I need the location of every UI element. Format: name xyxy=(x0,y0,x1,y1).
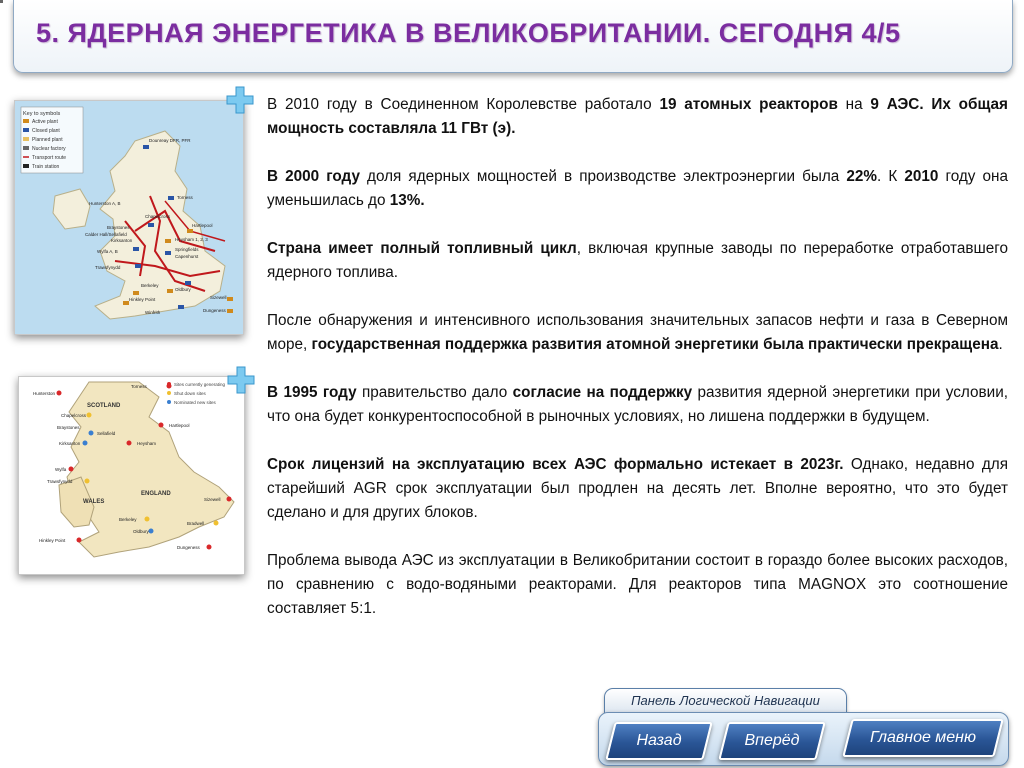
map-label: Heysham 1, 2, 3 xyxy=(175,237,208,242)
map-label: Trawsfynydd xyxy=(95,265,121,270)
back-button[interactable] xyxy=(605,722,712,760)
map-label: Hartlepool xyxy=(192,223,213,228)
page-title: 5. ЯДЕРНАЯ ЭНЕРГЕТИКА В ВЕЛИКОБРИТАНИИ. СЕГОДНЯ 4/5 xyxy=(36,18,901,48)
back-button-label: Назад xyxy=(636,732,682,749)
map-label: Wylfa xyxy=(55,467,67,472)
map-label: Chapelcross xyxy=(145,214,171,219)
expand-plus-icon[interactable] xyxy=(227,366,255,394)
map1-legend-item: Active plant xyxy=(32,119,58,125)
map-label: Hunterston xyxy=(33,391,56,396)
map-label: Hinkley Point xyxy=(129,297,156,302)
map1-legend-item: Transport route xyxy=(32,155,66,161)
paragraph-share: В 2000 году доля ядерных мощностей в производстве электроэнергии была 22%. К 2010 году она уменьшилась до 13%. xyxy=(267,168,1008,209)
paragraph-decommissioning: Проблема вывода АЭС из эксплуатации в Великобритании состоит в гораздо более высоких расходов, по сравнению с водо-водяными реакторами. Для реакторов типа MAGNOX это соотношение составляет 5:1. xyxy=(267,552,1008,617)
map2-legend-item: Shut down sites xyxy=(174,391,206,396)
map-label: Berkeley xyxy=(119,517,137,522)
main-menu-button-label: Главное меню xyxy=(869,729,977,746)
main-text xyxy=(267,93,1008,645)
title-bar xyxy=(13,0,1013,73)
map-label: Heysham xyxy=(137,441,157,446)
forward-button-label: Вперёд xyxy=(744,732,800,749)
map-label: Oldbury xyxy=(133,529,149,534)
map-label: Torness xyxy=(131,384,147,389)
map1-legend-item: Train station xyxy=(32,164,60,170)
paragraph-north-sea: После обнаружения и интенсивного использования значительных запасов нефти и газа в Северном море, государственная поддержка развития атомной энергетики была практически прекращена. xyxy=(267,312,1008,353)
map-label: Trawsfynydd xyxy=(47,479,73,484)
map-label: Hinkley Point xyxy=(39,538,66,543)
map-label: Torness xyxy=(177,195,193,200)
main-menu-button[interactable] xyxy=(842,719,1003,757)
uk-sites-map-image[interactable] xyxy=(18,376,245,575)
map-label: Springfields xyxy=(175,247,199,252)
map-label: Berkeley xyxy=(141,283,159,288)
uk-map-2-graphic xyxy=(19,377,244,574)
paragraph-fuel-cycle: Страна имеет полный топливный цикл, включая крупные заводы по переработке отработавшего ядерного топлива. xyxy=(267,240,1008,281)
paragraph-1995: В 1995 году правительство дало согласие на поддержку развития ядерной энергетики при условии, что она будет конкурентоспособной в рыночных условиях, но лишена поддержки в будущем. xyxy=(267,384,1009,425)
map-label: Oldbury xyxy=(175,287,191,292)
map-label: Bradwell xyxy=(187,521,205,526)
map-label: Braystones xyxy=(107,225,130,230)
map2-legend-item: Nominated new sites xyxy=(174,400,216,405)
map-label: Dounreay DFR, PFR xyxy=(149,138,191,143)
map-label: Sellafield xyxy=(97,431,116,436)
map-label: Dungeness xyxy=(203,308,226,313)
nav-panel-label: Панель Логической Навигации xyxy=(604,688,847,714)
map-label: Hartlepool xyxy=(169,423,190,428)
map2-legend-item: Sites currently generating xyxy=(174,382,226,387)
expand-plus-icon[interactable] xyxy=(226,86,254,114)
region-label: SCOTLAND xyxy=(87,403,121,409)
nav-panel xyxy=(598,712,1009,766)
map1-legend-item: Closed plant xyxy=(32,128,60,134)
map1-legend-item: Nuclear factory xyxy=(32,146,66,152)
map-label: Wylfa A, B xyxy=(97,249,118,254)
map-label: Winfrith xyxy=(145,310,161,315)
corner-mark xyxy=(0,0,3,3)
map-label: Hunterston A, B xyxy=(89,201,121,206)
map-label: Sizewell xyxy=(204,497,221,502)
map-label: Kirksanton xyxy=(59,441,81,446)
map-label: Calder Hall/Sellafield xyxy=(85,232,127,237)
paragraph-reactors: В 2010 году в Соединенном Королевстве работало 19 атомных реакторов на 9 АЭС. Их общая мощность составляла 11 ГВт (э). xyxy=(267,96,1008,137)
map1-legend-item: Planned plant xyxy=(32,137,63,143)
forward-button[interactable] xyxy=(718,722,825,760)
map-label: Chapelcross xyxy=(61,413,87,418)
region-label: ENGLAND xyxy=(141,491,171,497)
map-label: Capenhurst xyxy=(175,254,199,259)
uk-map-1-graphic xyxy=(15,101,243,334)
map-label: Dungeness xyxy=(177,545,200,550)
region-label: WALES xyxy=(83,499,105,505)
map-label: Sizewell xyxy=(210,295,227,300)
paragraph-licenses: Срок лицензий на эксплуатацию всех АЭС формально истекает в 2023г. Однако, недавно для старейший AGR срок эксплуатации был продлен на десять лет. Вполне вероятно, что это будет сделано и для других блоков. xyxy=(267,456,1008,521)
map-label: Kirksanton xyxy=(111,238,133,243)
uk-nuclear-map-image[interactable] xyxy=(14,100,244,335)
map1-legend-title: Key to symbols xyxy=(23,111,61,117)
map-label: Braystones xyxy=(57,425,80,430)
